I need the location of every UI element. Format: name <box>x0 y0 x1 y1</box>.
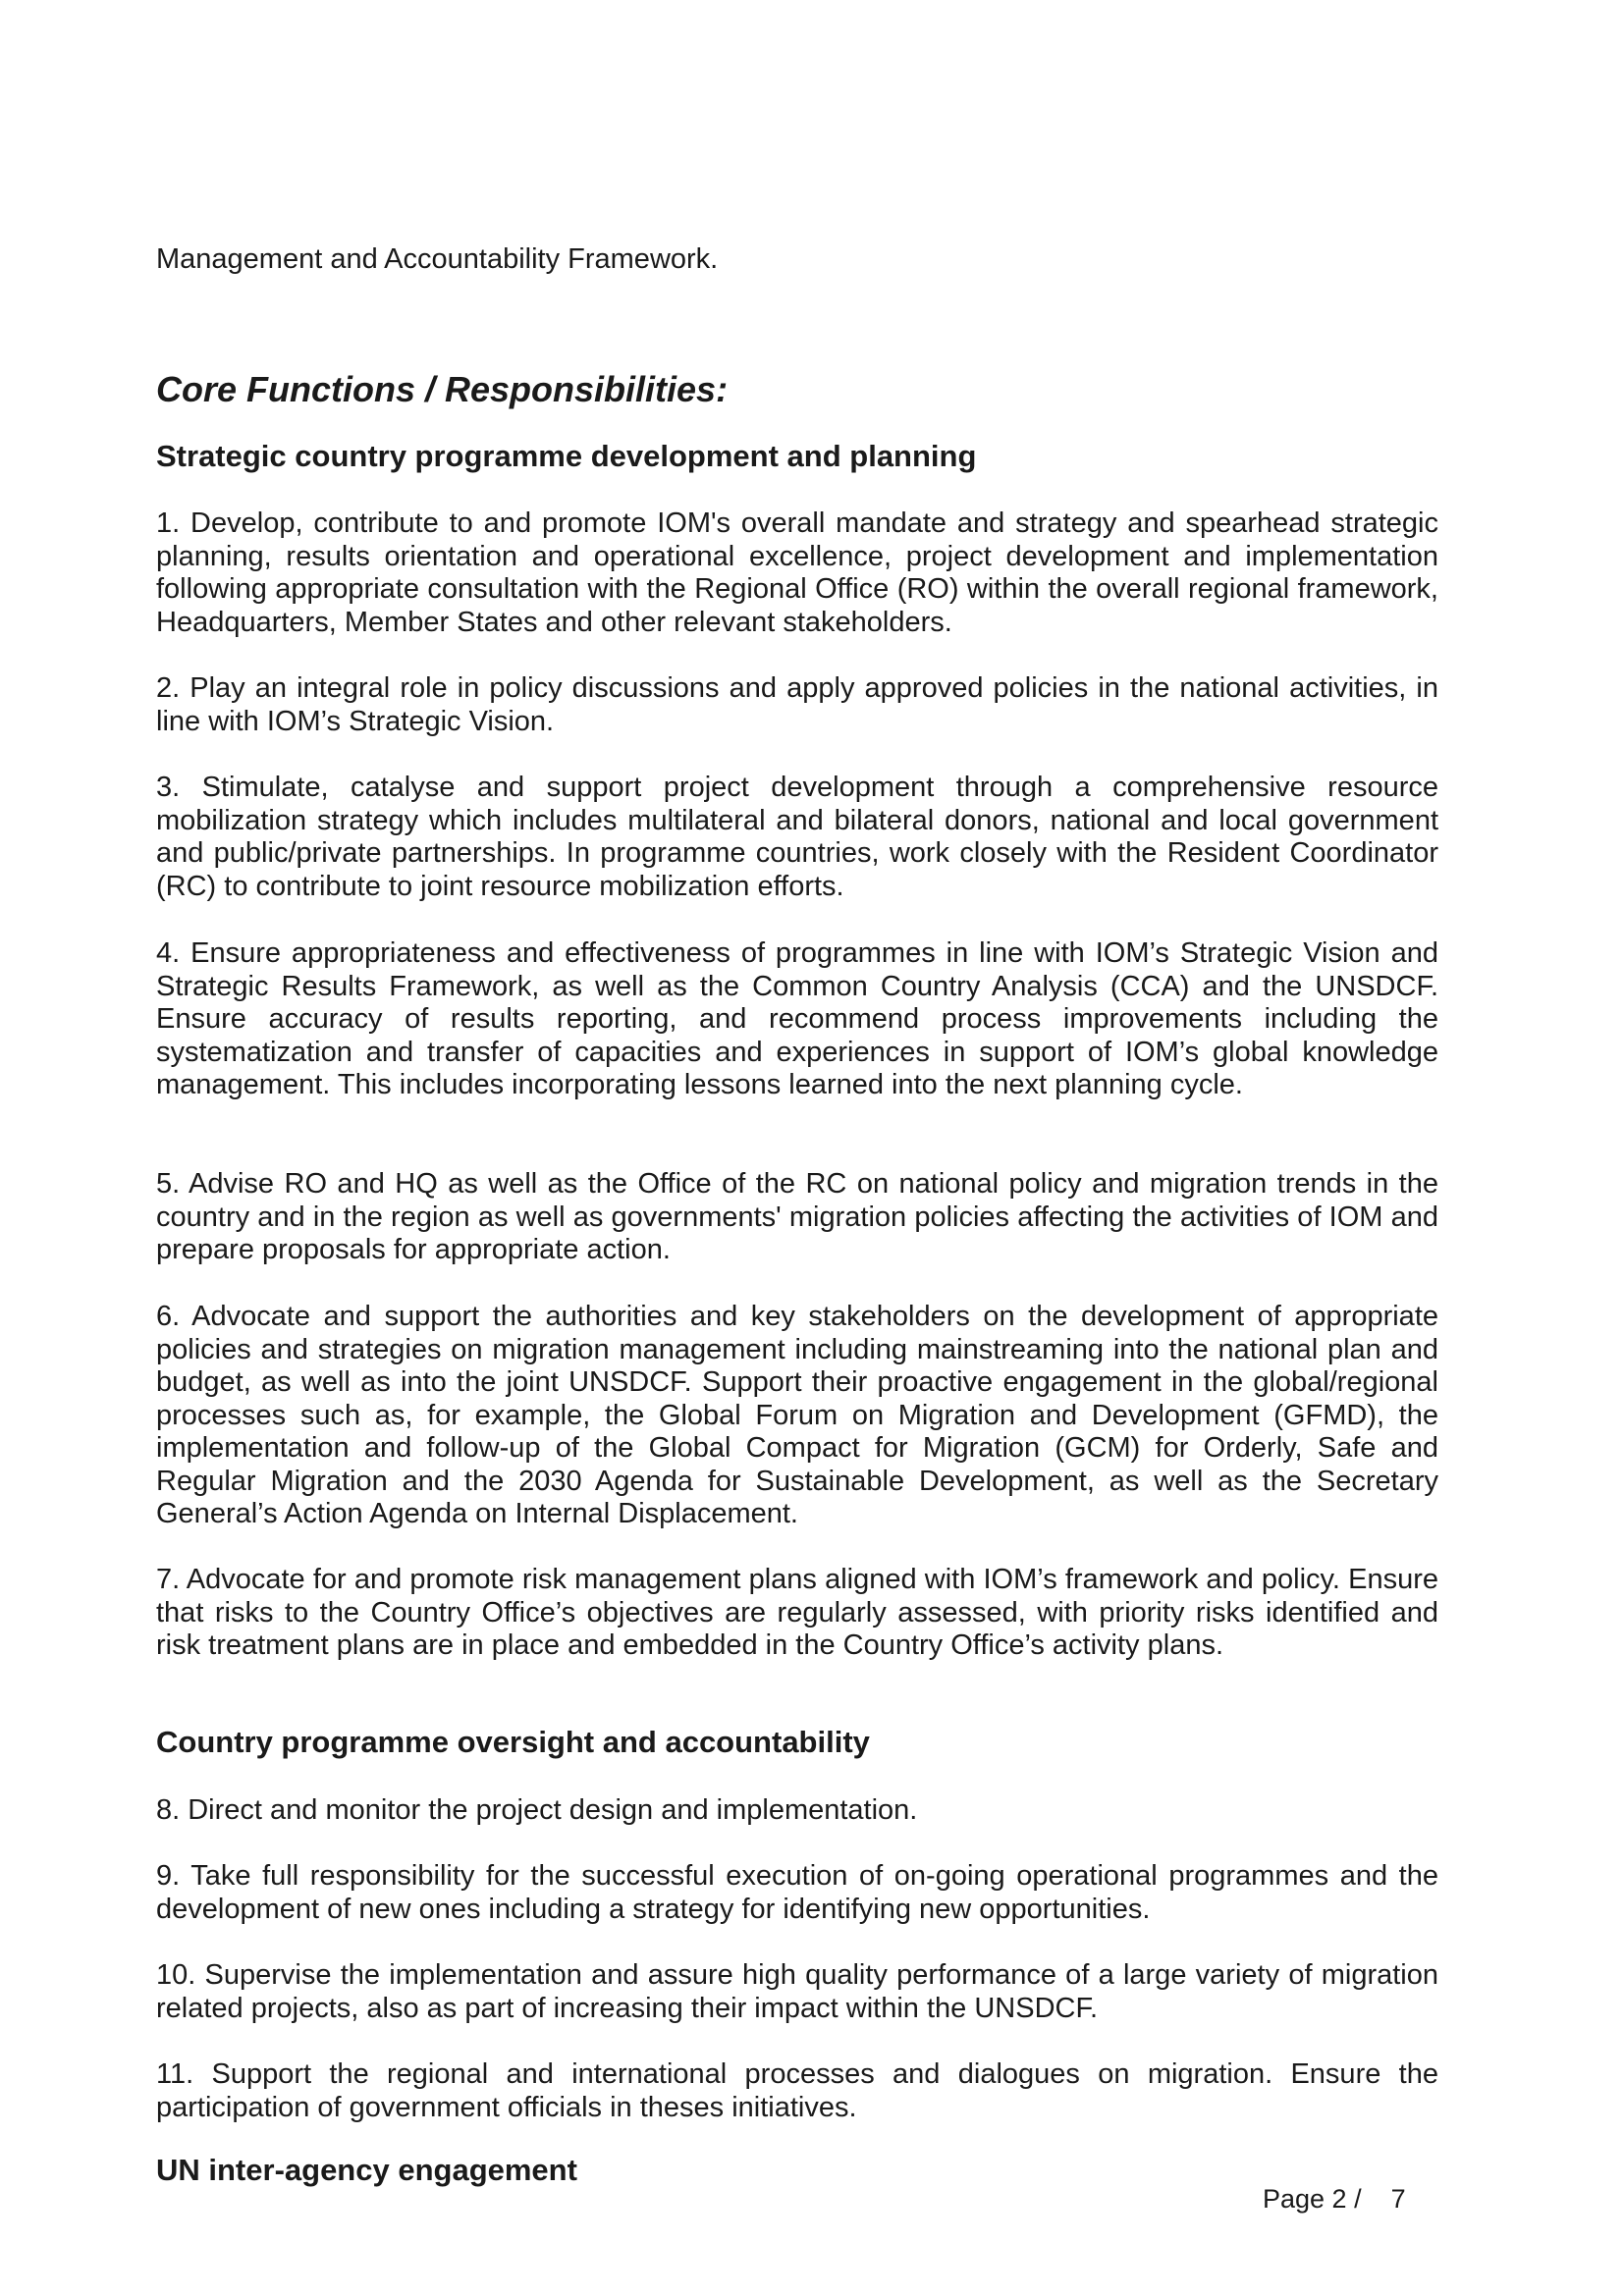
paragraph-10: 10. Supervise the implementation and assure high quality performance of a large variety of migration related projects, also as part of increasing their impact within the UNSDCF. <box>156 1959 1438 2024</box>
paragraph-1: 1. Develop, contribute to and promote IOM's overall mandate and strategy and spearhead strategic planning, results orientation and operational excellence, project development and implementation following appropriate consultation with the Regional Office (RO) within the overall regional framework, Headquarters, Member States and other relevant stakeholders. <box>156 507 1438 638</box>
paragraph-11: 11. Support the regional and international processes and dialogues on migration. Ensure the participation of government officials in theses initiatives. <box>156 2058 1438 2123</box>
section-title: Core Functions / Responsibilities: <box>156 369 729 409</box>
paragraph-7: 7. Advocate for and promote risk management plans aligned with IOM’s framework and policy. Ensure that risks to the Country Office’s objectives are regularly assessed, with priority risks identified and risk treatment plans are in place and embedded in the Country Office’s activity plans. <box>156 1564 1438 1661</box>
subheading-un-engagement: UN inter-agency engagement <box>156 2153 577 2187</box>
paragraph-5: 5. Advise RO and HQ as well as the Office of the RC on national policy and migration trends in the country and in the region as well as governments' migration policies affecting the activities of IOM and prepare proposals for appropriate action. <box>156 1168 1438 1265</box>
paragraph-6: 6. Advocate and support the authorities and key stakeholders on the development of appropriate policies and strategies on migration management including mainstreaming into the national plan and budget, as well as into the joint UNSDCF. Support their proactive engagement in the global/regional processes such as, for example, the Global Forum on Migration and Development (GFMD), the implementation and follow-up of the Global Compact for Migration (GCM) for Orderly, Safe and Regular Migration and the 2030 Agenda for Sustainable Development, as well as the Secretary General’s Action Agenda on Internal Displacement. <box>156 1301 1438 1529</box>
subheading-oversight: Country programme oversight and accountability <box>156 1725 870 1759</box>
paragraph-2: 2. Play an integral role in policy discussions and apply approved policies in the national activities, in line with IOM’s Strategic Vision. <box>156 672 1438 737</box>
subheading-strategic: Strategic country programme development and planning <box>156 439 977 473</box>
intro-line: Management and Accountability Framework. <box>156 243 719 275</box>
page-number: Page 2 / 7 <box>1263 2184 1406 2214</box>
paragraph-9: 9. Take full responsibility for the successful execution of on-going operational programmes and the development of new ones including a strategy for identifying new opportunities. <box>156 1860 1438 1925</box>
paragraph-4: 4. Ensure appropriateness and effectiveness of programmes in line with IOM’s Strategic Vision and Strategic Results Framework, as well as the Common Country Analysis (CCA) and the UNSDCF. Ensure accuracy of results reporting, and recommend process improvements including the systematization and transfer of capacities and experiences in support of IOM’s global knowledge management. This includes incorporating lessons learned into the next planning cycle. <box>156 937 1438 1100</box>
paragraph-8: 8. Direct and monitor the project design and implementation. <box>156 1794 918 1826</box>
paragraph-3: 3. Stimulate, catalyse and support project development through a comprehensive resource mobilization strategy which includes multilateral and bilateral donors, national and local government and public/private partnerships. In programme countries, work closely with the Resident Coordinator (RC) to contribute to joint resource mobilization efforts. <box>156 772 1438 902</box>
